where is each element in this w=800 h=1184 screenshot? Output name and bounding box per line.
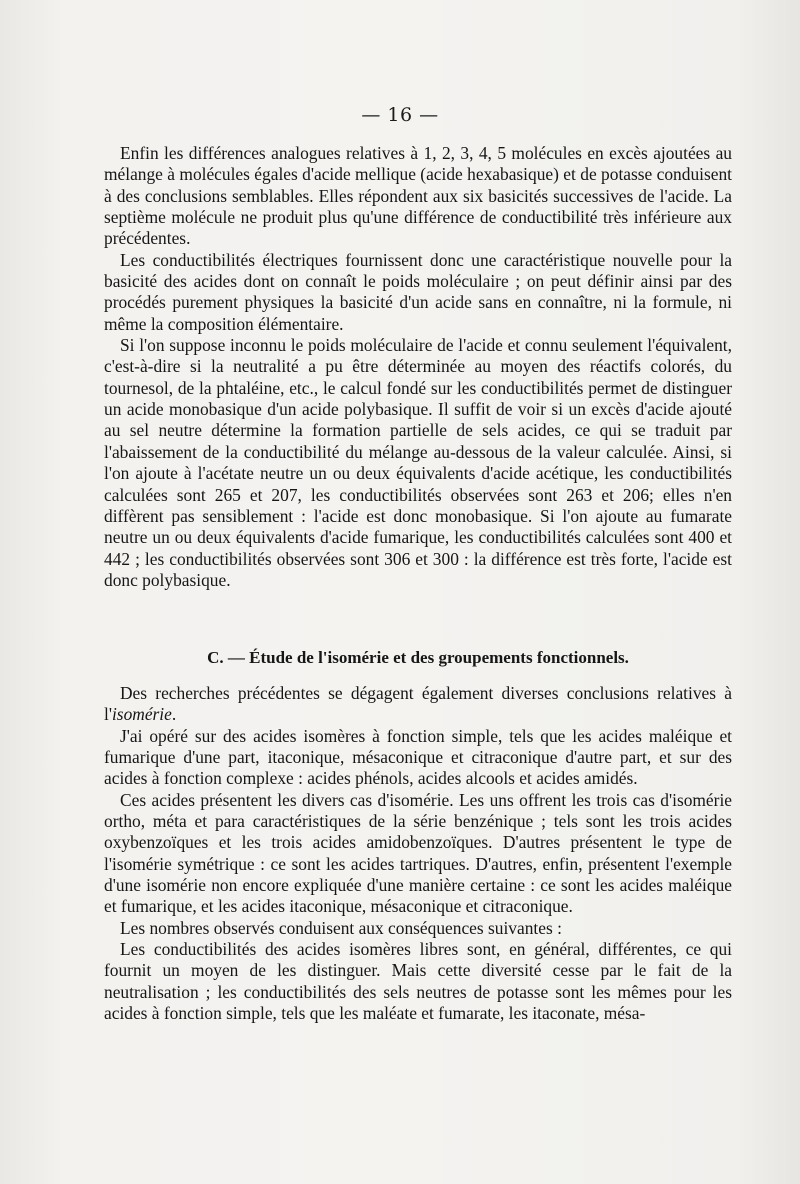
section-basicity [104,143,732,591]
paragraph-intro [104,683,732,726]
section-letter: C. — [207,648,245,667]
paragraph: J'ai opéré sur des acides isomères à fonction simple, tels que les acides maléique et fumarique d'une part, itaconique, mésaconique et citraconique d'autre part, et sur des acides à fonction complexe : acides phénols, acides alcools et acides amidés. [104,725,732,789]
paragraph: Les conductibilités des acides isomères libres sont, en général, différentes, ce qui fournit un moyen de les distinguer. Mais cette diversité cesse par le fait de la neutralisation ; les conductibilités des sels neutres de potasse sont les mêmes pour les acides à fonction simple, tels que les maléate et fumarate, les itaconate, mésa- [104,939,732,1024]
section-heading [104,648,732,668]
paragraph: Si l'on suppose inconnu le poids moléculaire de l'acide et connu seulement l'équivalent, c'est-à-dire si la neutralité a pu être déterminée au moyen des réactifs colorés, du tournesol, de la phtaléine, etc., le calcul fondé sur les conductibilités permet de distinguer un acide monobasique d'un acide polybasique. Il suffit de voir si un excès d'acide ajouté au sel neutre détermine la formation partielle de sels acides, ce qui se traduit par l'abaissement de la conductibilité du mélange au-dessous de la valeur calculée. Ainsi, si l'on ajoute à l'acétate neutre un ou deux équivalents d'acide acétique, les conductibilités calculées sont 265 et 207, les conductibilités observées sont 263 et 206; elles n'en diffèrent pas sensiblement : l'acide est donc monobasique. Si l'on ajoute au fumarate neutre un ou deux équivalents d'acide fumarique, les conductibilités calculées sont 400 et 442 ; les conductibilités observées sont 306 et 300 : la différence est très forte, l'acide est donc polybasique. [104,335,732,590]
page-number: — 16 — [361,104,439,126]
paragraph: Les nombres observés conduisent aux conséquences suivantes : [120,917,562,938]
section-title: Étude de l'isomérie et des groupements fonctionnels. [249,648,629,667]
paragraph: Ces acides présentent les divers cas d'isomérie. Les uns offrent les trois cas d'isomérie ortho, méta et para caractéristiques de la série benzénique ; tels sont les trois acides oxybenzoïques et les trois acides amidobenzoïques. D'autres présentent le type de l'isomérie symétrique : ce sont les acides tartriques. D'autres, enfin, présentent l'exemple d'une isomérie non encore expliquée d'une manière certaine : ce sont les acides maléique et fumarique, et les acides itaconique, mésaconique et citraconique. [104,789,732,917]
italic-term: isomérie [111,704,172,725]
intro-end: . [171,704,177,725]
section-isomerism [104,683,732,1025]
intro-text: Des recherches précédentes se dégagent également diverses conclusions relatives à l' [104,683,732,725]
paragraph: Enfin les différences analogues relatives à 1, 2, 3, 4, 5 molécules en excès ajoutées au mélange à molécules égales d'acide mellique (acide hexabasique) et de potasse conduisent à des conclusions semblables. Elles répondent aux six basicités successives de l'acide. La septième molécule ne produit plus qu'une différence de conductibilité très inférieure aux précédentes. [104,143,732,249]
paragraph: Les conductibilités électriques fournissent donc une caractéristique nouvelle pour la basicité des acides dont on connaît le poids moléculaire ; on peut définir ainsi par des procédés purement physiques la basicité d'un acide sans en connaître, ni la formule, ni même la composition élémentaire. [104,249,732,334]
